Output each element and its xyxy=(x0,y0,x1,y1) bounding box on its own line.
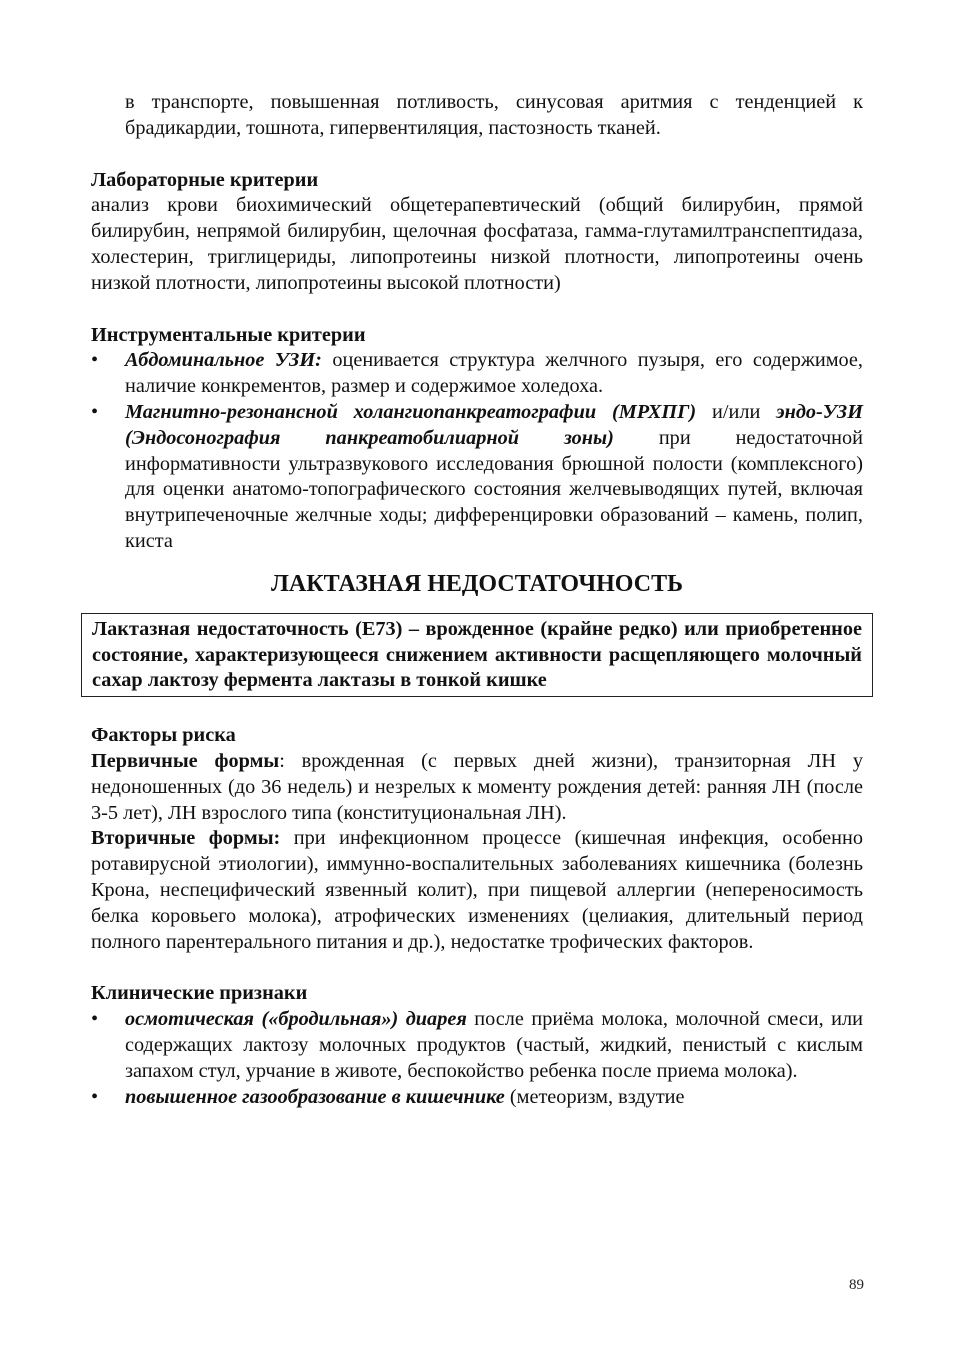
list-item-term: осмотическая («бродильная») диарея xyxy=(125,1008,467,1031)
clinical-signs-heading: Клинические признаки xyxy=(91,982,308,1005)
list-item xyxy=(91,1007,863,1084)
lab-criteria-text: анализ крови биохимический общетерапевтический (общий билирубин, прямой билирубин, непрямой билирубин, щелочная фосфатаза, гамма-глутамилтранспептидаза, холестерин, триглицериды, липопротеины низкой плотности, липопротеины очень низкой плотности, липопротеины высокой плотности) xyxy=(91,194,863,294)
continuation-paragraph: в транспорте, повышенная потливость, синусовая аритмия с тенденцией к брадикардии, тошнота, гипервентиляция, пастозность тканей. xyxy=(125,91,863,139)
bullet-icon: • xyxy=(91,1008,99,1031)
instrumental-criteria-heading: Инструментальные критерии xyxy=(91,323,366,346)
list-item-text: после приёма молока, молочной смеси, или содержащих лактозу молочных продуктов (частый, жидкий, пенистый с кислым запахом стул, урчание в животе, беспокойство ребенка после приема молока). xyxy=(125,1008,863,1082)
secondary-forms-text: при инфекционном процессе (кишечная инфекция, особенно ротавирусной этиологии), иммунно-воспалительных заболеваниях кишечника (болезнь Крона, неспецифический язвенный колит), при пищевой аллергии (непереносимость белка коровьего молока), атрофических изменениях (целиакия, длительный период полного парентерального питания и др.), недостатке трофических факторов. xyxy=(91,827,863,953)
list-item-term: Магнитно-резонансной холангиопанкреатографии (МРХПГ) xyxy=(125,400,697,423)
primary-forms-paragraph xyxy=(91,749,863,826)
bullet-icon: • xyxy=(91,1085,99,1108)
document-page xyxy=(91,90,863,1110)
definition-box xyxy=(81,613,873,697)
clinical-signs-list xyxy=(91,1007,863,1110)
lab-criteria-heading: Лабораторные критерии xyxy=(91,168,319,191)
list-item-term: повышенное газообразование в кишечнике xyxy=(125,1085,505,1108)
list-item-text: и/или xyxy=(696,400,777,423)
list-item-term: Абдоминальное УЗИ: xyxy=(125,349,322,372)
risk-factors-heading: Факторы риска xyxy=(91,724,236,747)
list-item-term: эндо-УЗИ (Эндосонография панкреатобилиарной зоны) xyxy=(125,400,863,449)
bullet-icon: • xyxy=(91,400,99,423)
bullet-icon: • xyxy=(91,349,99,372)
list-item-text: (метеоризм, вздутие xyxy=(504,1085,685,1108)
instrumental-criteria-list xyxy=(91,348,863,554)
primary-forms-label: Первичные формы xyxy=(91,749,280,772)
secondary-forms-label: Вторичные формы: xyxy=(91,827,281,850)
definition-text: Лактазная недостаточность (Е73) – врожденное (крайне редко) или приобретенное состояние, характеризующееся снижением активности расщепляющего молочный сахар лактозу фермента лактазы в тонкой кишке xyxy=(92,617,862,692)
list-item xyxy=(91,400,863,555)
secondary-forms-paragraph xyxy=(91,826,863,955)
section-title: ЛАКТАЗНАЯ НЕДОСТАТОЧНОСТЬ xyxy=(271,570,683,597)
list-item-text: при недостаточной информативности ультразвукового исследования брюшной полости (комплексного) для оценки анатомо-топографического состояния желчевыводящих путей, включая внутрипеченочные желчные ходы; дифференцировки образований – камень, полип, киста xyxy=(125,426,864,552)
list-item-text: оценивается структура желчного пузыря, его содержимое, наличие конкрементов, размер и содержимое холедоха. xyxy=(125,349,863,398)
primary-forms-text: : врожденная (с первых дней жизни), транзиторная ЛН у недоношенных (до 36 недель) и незрелых к моменту рождения детей: ранняя ЛН (после 3-5 лет), ЛН взрослого типа (конституциональная ЛН). xyxy=(91,749,863,824)
list-item xyxy=(91,1085,863,1111)
list-item xyxy=(91,348,863,400)
page-number: 89 xyxy=(849,1277,864,1293)
